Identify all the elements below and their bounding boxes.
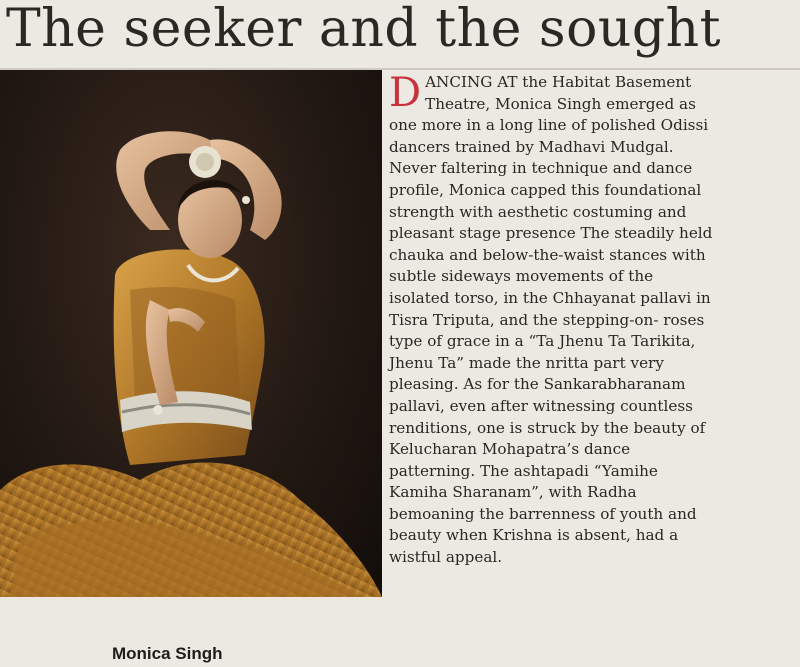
- article-line: Jhenu Ta” made the nritta part very: [389, 353, 664, 372]
- article-line: type of grace in a “Ta Jhenu Ta Tarikita,: [389, 332, 696, 351]
- article-body: [389, 72, 797, 595]
- article-line: dancers trained by Madhavi Mudgal.: [389, 137, 674, 156]
- article-line: Kelucharan Mohapatra’s dance: [389, 440, 631, 459]
- article-line: strength with aesthetic costuming and: [389, 202, 687, 221]
- article-line: patterning. The ashtapadi “Yamihe: [389, 461, 658, 480]
- article-line: renditions, one is struck by the beauty of: [389, 418, 706, 437]
- dancer-photo: [0, 70, 382, 663]
- article-line: wistful appeal.: [389, 548, 503, 567]
- article-line: Theatre, Monica Singh emerged as: [425, 94, 696, 113]
- headline: The seeker and the sought: [6, 0, 722, 59]
- article-line: Tisra Triputa, and the stepping-on- roses: [389, 310, 705, 329]
- photo-caption: Monica Singh: [96, 641, 246, 667]
- article-line: one more in a long line of polished Odissi: [389, 116, 709, 135]
- drop-cap: D: [389, 70, 422, 116]
- article-line: profile, Monica capped this foundational: [389, 180, 702, 199]
- article-line: Never faltering in technique and dance: [389, 159, 693, 178]
- article-line: pallavi, even after witnessing countless: [389, 396, 693, 415]
- dancer-illustration: [0, 70, 382, 597]
- article-line: isolated torso, in the Chhayanat pallavi in: [389, 288, 711, 307]
- article-line: beauty when Krishna is absent, had a: [389, 526, 679, 545]
- article-line: pleasing. As for the Sankarabharanam: [389, 375, 686, 394]
- article-line: pleasant stage presence The steadily held: [389, 224, 713, 243]
- article-line: subtle sideways movements of the: [389, 267, 654, 286]
- article-line: chauka and below-the-waist stances with: [389, 245, 706, 264]
- article-line: ANCING AT the Habitat Basement: [425, 73, 692, 91]
- article-line: bemoaning the barrenness of youth and: [389, 504, 697, 523]
- article-line: Kamiha Sharanam”, with Radha: [389, 483, 637, 502]
